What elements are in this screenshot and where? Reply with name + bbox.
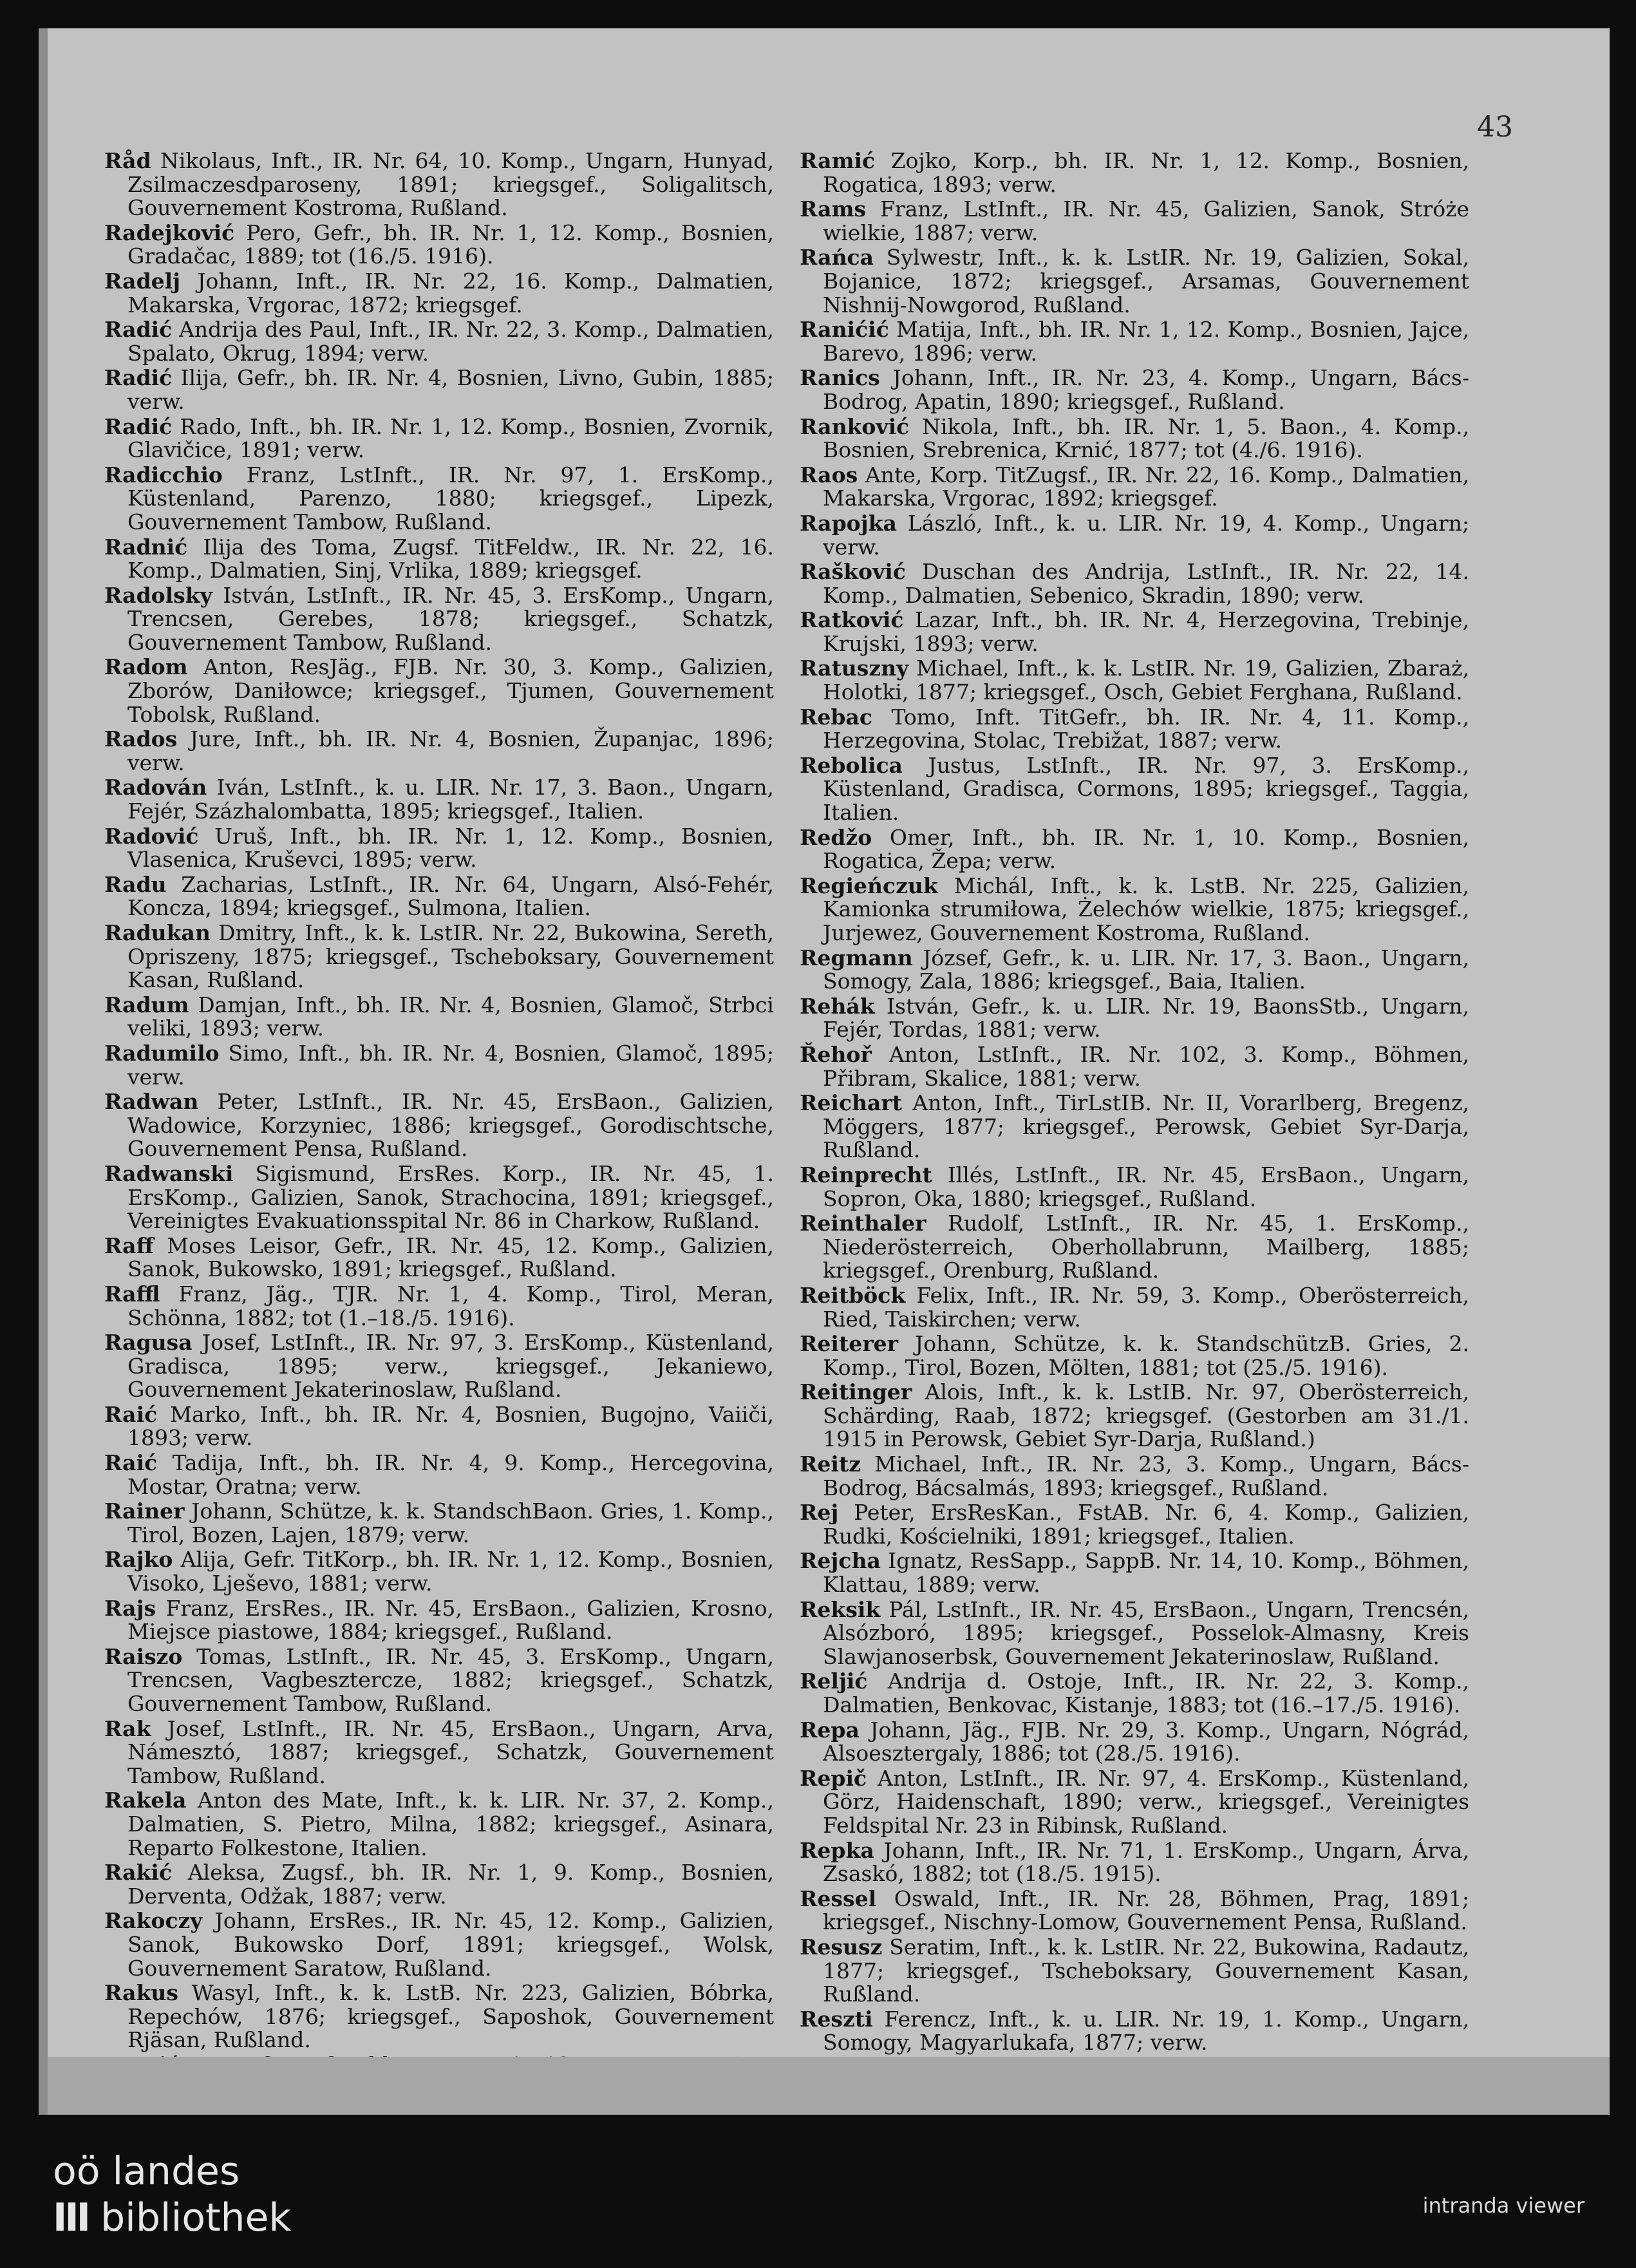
entry-surname: Ranković — [800, 413, 910, 439]
list-item — [800, 1767, 1469, 1838]
list-item — [104, 1500, 774, 1547]
list-item — [104, 366, 774, 413]
entry-surname: Rakić — [104, 1860, 173, 1885]
entry-surname: Řehoř — [800, 1041, 872, 1067]
entry-surname: Raff — [104, 1233, 154, 1258]
entry-details: Peter, LstInft., IR. Nr. 45, ErsBaon., Galizien, Wadowice, Korzyniec, 1886; kriegsgef., Gorodischtsche, Gouvernement Pensa, Rußland. — [127, 1089, 774, 1162]
entry-details: Marko, Inft., bh. IR. Nr. 4, Bosnien, Bugojno, Vaiiči, 1893; verw. — [127, 1401, 774, 1451]
list-item — [800, 754, 1469, 825]
list-item — [800, 1091, 1469, 1162]
list-item — [800, 512, 1469, 559]
list-item — [104, 994, 774, 1041]
entry-details: Michael, Inft., k. k. LstIR. Nr. 19, Galizien, Zbaraż, Holotki, 1877; kriegsgef., Osch, Gebiet Ferghana, Rußland. — [823, 656, 1469, 705]
entry-surname: Reitböck — [800, 1282, 906, 1308]
list-item — [104, 825, 774, 872]
logo-line-2: III bibliothek — [53, 2195, 292, 2240]
entry-surname: Ranićić — [800, 317, 889, 343]
entry-surname: Rados — [104, 726, 178, 752]
entry-surname: Reichart — [800, 1090, 903, 1116]
list-item — [800, 657, 1469, 704]
list-item — [104, 873, 774, 920]
list-item — [800, 874, 1469, 945]
list-item — [104, 728, 774, 775]
entry-surname: Ragusa — [104, 1330, 193, 1356]
entry-surname: Rebolica — [800, 752, 903, 778]
entry-details: Franz, LstInft., IR. Nr. 97, 1. ErsKomp., Küstenland, Parenzo, 1880; kriegsgef., Lipezk, Gouvernement Tambow, Rußland. — [127, 462, 774, 534]
list-item — [800, 1212, 1469, 1283]
entry-details: Josef, LstInft., IR. Nr. 45, ErsBaon., Ungarn, Arva, Námesztó, 1887; kriegsgef., Schatzk, Gouvernement Tambow, Rußland. — [127, 1715, 774, 1788]
list-item — [104, 1717, 774, 1788]
document-page — [39, 28, 1610, 2115]
list-item — [800, 464, 1469, 511]
list-item — [104, 318, 774, 365]
entry-details: Tomas, LstInft., IR. Nr. 45, 3. ErsKomp., Ungarn, Trencsen, Vagbeszterczе, 1882; kriegsgef., Schatzk, Gouvernement Tambow, Rußland. — [127, 1643, 774, 1716]
entry-details: Tomo, Inft. TitGefr., bh. IR. Nr. 4, 11. Komp., Herzegovina, Stolac, Trebižat, 1887; verw. — [823, 704, 1469, 753]
entry-details: Moses Leisor, Gefr., IR. Nr. 45, 12. Komp., Galizien, Sanok, Bukowsko, 1891; kriegsgef., Rußland. — [127, 1233, 774, 1282]
entry-surname: Raić — [104, 1401, 158, 1427]
entry-surname: Rainer — [104, 1498, 185, 1524]
entry-details: Jure, Inft., bh. IR. Nr. 4, Bosnien, Županjac, 1896; verw. — [127, 726, 774, 775]
entry-surname: Rams — [800, 196, 867, 222]
list-item — [800, 706, 1469, 753]
entry-surname: Radován — [104, 775, 207, 800]
entry-details: Michael, Inft., IR. Nr. 23, 3. Komp., Ungarn, Bács-Bodrog, Bácsalmás, 1893; kriegsgef., Rußland. — [823, 1451, 1469, 1500]
entry-details: Franz, Jäg., TJR. Nr. 1, 4. Komp., Tirol, Meran, Schönna, 1882; tot (1.–18./5. 1916). — [127, 1281, 774, 1330]
list-item — [800, 2008, 1469, 2055]
list-item — [104, 149, 774, 220]
entry-surname: Raiszo — [104, 1643, 183, 1669]
list-item — [800, 1501, 1469, 1548]
entry-surname: Rehák — [800, 993, 875, 1019]
list-item — [800, 609, 1469, 656]
entry-surname: Radwan — [104, 1089, 199, 1115]
entry-surname: Radukan — [104, 920, 211, 945]
entry-details: Josef, LstInft., IR. Nr. 97, 3. ErsKomp., Küstenland, Gradisca, 1895; verw., kriegsgef., Jekaniewo, Gouvernement Jekaterinoslaw, Rußland. — [127, 1330, 775, 1403]
entry-surname: Rańca — [800, 245, 874, 270]
list-item — [800, 1670, 1469, 1717]
viewer-label: intranda viewer — [1422, 2193, 1584, 2218]
list-item — [104, 1548, 774, 1595]
entry-surname: Rak — [104, 1715, 151, 1741]
list-item — [104, 1331, 774, 1402]
list-item — [104, 1789, 774, 1860]
entry-details: Iván, LstInft., k. u. LIR. Nr. 17, 3. Baon., Ungarn, Fejér, Százhalombatta, 1895; kriegsgef., Italien. — [127, 775, 774, 824]
entry-details: Matija, Inft., bh. IR. Nr. 1, 12. Komp., Bosnien, Jajce, Barevo, 1896; verw. — [823, 317, 1469, 366]
list-item — [104, 270, 774, 317]
entry-details: Anton, Inft., TirLstIB. Nr. II, Vorarlberg, Bregenz, Möggers, 1877; kriegsgef., Perowsk, Gebiet Syr-Darja, Rußland. — [823, 1090, 1469, 1163]
list-item — [800, 1332, 1469, 1379]
entry-details: Omer, Inft., bh. IR. Nr. 1, 10. Komp., Bosnien, Rogatica, Žepa; verw. — [823, 824, 1469, 874]
entry-details: László, Inft., k. u. LIR. Nr. 19, 4. Komp., Ungarn; verw. — [823, 510, 1469, 560]
list-item — [800, 1284, 1469, 1331]
list-item — [104, 1981, 774, 2052]
entry-details: Justus, LstInft., IR. Nr. 97, 3. ErsKomp., Küstenland, Gradisca, Cormons, 1895; kriegsgef., Taggia, Italien. — [823, 752, 1469, 826]
entry-details: István, Gefr., k. u. LIR. Nr. 19, BaonsStb., Ungarn, Fejér, Tordas, 1881; verw. — [823, 993, 1469, 1043]
entry-details: Alija, Gefr. TitKorp., bh. IR. Nr. 1, 12. Komp., Bosnien, Visoko, Lješevo, 1881; verw. — [127, 1547, 774, 1596]
entry-surname: Radwanski — [104, 1160, 234, 1186]
entry-details: Johann, ErsRes., IR. Nr. 45, 12. Komp., Galizien, Sanok, Bukowsko Dorf, 1891; kriegsgef., Wolsk, Gouvernement Saratow, Rußland. — [127, 1908, 774, 1981]
list-item — [800, 995, 1469, 1042]
entry-surname: Rajko — [104, 1547, 173, 1573]
entry-surname: Repič — [800, 1765, 867, 1791]
entry-details: Johann, Inft., IR. Nr. 71, 1. ErsKomp., Ungarn, Árva, Zsaskó, 1882; tot (18./5. 1915). — [823, 1837, 1469, 1887]
list-item — [104, 656, 774, 726]
entry-surname: Raos — [800, 462, 858, 487]
entry-details: Anton, LstInft., IR. Nr. 97, 4. ErsKomp., Küstenland, Görz, Haidenschaft, 1890; verw., kriegsgef., Vereinigtes Feldspital Nr. 23 in Ribinsk, Rußland. — [823, 1765, 1469, 1838]
entry-details: Pál, LstInft., IR. Nr. 45, ErsBaon., Ungarn, Trencsén, Alsózboró, 1895; kriegsgef., Posselok-Almasny, Kreis Slawjanoserbsk, Gouvernement Jekaterinoslaw, Rußland. — [823, 1596, 1469, 1669]
entry-details: István, LstInft., IR. Nr. 45, 3. ErsKomp., Ungarn, Trencsen, Gerebes, 1878; kriegsgef., Schatzk, Gouvernement Tambow, Rußland. — [127, 582, 774, 655]
entry-details: Rado, Inft., bh. IR. Nr. 1, 12. Komp., Bosnien, Zvornik, Glavičice, 1891; verw. — [127, 413, 774, 463]
list-item — [104, 1283, 774, 1330]
list-item — [104, 415, 774, 462]
entry-surname: Repka — [800, 1837, 874, 1863]
list-item — [104, 1042, 774, 1089]
entry-details: Ilija, Gefr., bh. IR. Nr. 4, Bosnien, Livno, Gubin, 1885; verw. — [127, 365, 774, 414]
entry-details: Lazar, Inft., bh. IR. Nr. 4, Herzegovina, Trebinje, Krujski, 1893; verw. — [823, 607, 1469, 656]
entry-details: Johann, Inft., IR. Nr. 22, 16. Komp., Dalmatien, Makarska, Vrgorac, 1872; kriegsgef. — [127, 268, 774, 317]
entry-details: Wasyl, Inft., k. k. LstB. Nr. 223, Galizien, Bóbrka, Repechów, 1876; kriegsgef., Saposhok, Gouvernement Rjäsan, Rußland. — [127, 1980, 774, 2053]
entry-details: Zacharias, LstInft., IR. Nr. 64, Ungarn, Alsó-Fehér, Koncza, 1894; kriegsgef., Sulmona, Italien. — [127, 871, 774, 921]
entry-surname: Rejcha — [800, 1548, 881, 1574]
entry-details: Alois, Inft., k. k. LstIB. Nr. 97, Oberösterreich, Schärding, Raab, 1872; kriegsgef. (Gestorben am 31./1. 1915 in Perowsk, Gebiet Syr-Darja, Rußland.) — [823, 1379, 1469, 1452]
page-number: 43 — [1477, 111, 1513, 144]
list-item — [800, 1164, 1469, 1211]
entry-surname: Radicchio — [104, 462, 223, 487]
entry-details: Nikolaus, Inft., IR. Nr. 64, 10. Komp., Ungarn, Hunyad, Zsilmaczesdparoseny, 1891; kriegsgef., Soligalitsch, Gouvernement Kostroma, Rußland. — [127, 148, 774, 221]
entry-surname: Radu — [104, 871, 167, 897]
list-item — [800, 1453, 1469, 1500]
entry-details: Sylwestr, Inft., k. k. LstIR. Nr. 19, Galizien, Sokal, Bojanice, 1872; kriegsgef., Arsamas, Gouvernement Nishnij-Nowgorod, Rußland. — [823, 245, 1469, 317]
entry-details: Ilija des Toma, Zugsf. TitFeldw., IR. Nr. 22, 16. Komp., Dalmatien, Sinj, Vrlika, 1889; kriegsgef. — [127, 534, 774, 583]
list-item — [104, 1909, 774, 1980]
entry-details: Tadija, Inft., bh. IR. Nr. 4, 9. Komp., Hercegovina, Mostar, Oratna; verw. — [127, 1450, 774, 1499]
list-item — [800, 246, 1469, 317]
entry-surname: Repa — [800, 1717, 860, 1743]
entry-details: Ante, Korp. TitZugsf., IR. Nr. 22, 16. Komp., Dalmatien, Makarska, Vrgorac, 1892; kriegsgef. — [823, 462, 1469, 511]
list-item — [800, 1719, 1469, 1766]
entry-surname: Reitz — [800, 1451, 861, 1477]
entry-surname: Rapojka — [800, 510, 897, 536]
list-item — [104, 222, 774, 269]
entry-details: Damjan, Inft., bh. IR. Nr. 4, Bosnien, Glamoč, Strbci veliki, 1893; verw. — [127, 992, 774, 1041]
entry-surname: Reszti — [800, 2006, 873, 2032]
entry-surname: Raffl — [104, 1281, 160, 1307]
entry-details: Johann, Jäg., FJB. Nr. 29, 3. Komp., Ungarn, Nógrád, Alsoesztergaly, 1886; tot (28./5. 1916). — [823, 1717, 1470, 1766]
entry-surname: Radić — [104, 413, 173, 439]
list-item — [800, 198, 1469, 245]
entry-surname: Radum — [104, 992, 189, 1017]
entry-details: Peter, ErsResKan., FstAB. Nr. 6, 4. Komp., Galizien, Rudki, Kościelniki, 1891; kriegsgef., Italien. — [823, 1500, 1469, 1549]
entry-details: Michál, Inft., k. k. LstB. Nr. 225, Galizien, Kamionka strumiłowa, Żelechów wielkie, 1875; kriegsgef., Jurjewez, Gouvernement Kostroma, Rußland. — [823, 873, 1469, 945]
list-item — [104, 584, 774, 655]
entry-details: Anton, LstInft., IR. Nr. 102, 3. Komp., Böhmen, Přibram, Skalice, 1881; verw. — [823, 1041, 1469, 1091]
list-item — [800, 947, 1469, 994]
entry-surname: Ressel — [800, 1885, 877, 1911]
entry-surname: Reinthaler — [800, 1211, 926, 1236]
entry-surname: Raić — [104, 1450, 158, 1476]
entry-surname: Rej — [800, 1500, 839, 1526]
entry-surname: Råd — [104, 148, 151, 173]
entry-surname: Radumilo — [104, 1040, 220, 1066]
entry-details: Illés, LstInft., IR. Nr. 45, ErsBaon., Ungarn, Sopron, Oka, 1880; kriegsgef., Rußland. — [823, 1162, 1469, 1211]
entry-surname: Radović — [104, 823, 199, 849]
list-item — [800, 1381, 1469, 1451]
entry-surname: Reljić — [800, 1668, 868, 1694]
entry-surname: Radejković — [104, 220, 235, 245]
list-item — [800, 1936, 1469, 2007]
left-column — [104, 149, 774, 2102]
entry-details: Franz, ErsRes., IR. Nr. 45, ErsBaon., Galizien, Krosno, Miejsce piastowe, 1884; kriegsgef., Rußland. — [127, 1595, 774, 1645]
list-item — [800, 415, 1469, 462]
entry-surname: Radom — [104, 654, 188, 680]
entry-details: Ferencz, Inft., k. u. LIR. Nr. 19, 1. Komp., Ungarn, Somogy, Magyarlukafa, 1877; verw. — [823, 2006, 1469, 2055]
list-item — [800, 1839, 1469, 1886]
list-item — [104, 921, 774, 992]
list-item — [104, 1162, 774, 1233]
entry-details: Anton, ResJäg., FJB. Nr. 30, 3. Komp., Galizien, Zborów, Daniłowce; kriegsgef., Tjumen, Gouvernement Tobolsk, Rußland. — [127, 654, 774, 727]
list-item — [104, 1234, 774, 1281]
entry-details: Nikola, Inft., bh. IR. Nr. 1, 5. Baon., 4. Komp., Bosnien, Srebrenica, Krnić, 1877; tot (4./6. 1916). — [823, 413, 1469, 463]
list-item — [800, 826, 1469, 873]
entry-surname: Reinprecht — [800, 1162, 932, 1187]
logo-line-2-text: bibliothek — [100, 2195, 292, 2240]
library-logo — [53, 2148, 291, 2241]
entry-surname: Radić — [104, 365, 173, 391]
entry-details: Duschan des Andrija, LstInft., IR. Nr. 22, 14. Komp., Dalmatien, Sebenico, Skradin, 1890; verw. — [823, 559, 1469, 608]
list-item — [800, 149, 1469, 196]
list-item — [104, 536, 774, 583]
entry-surname: Rakela — [104, 1788, 187, 1813]
entry-details: Pero, Gefr., bh. IR. Nr. 1, 12. Komp., Bosnien, Gradačac, 1889; tot (16./5. 1916). — [127, 220, 774, 269]
entry-surname: Rašković — [800, 559, 906, 585]
entry-details: Johann, Schütze, k. k. StandschBaon. Gries, 1. Komp., Tirol, Bozen, Lajen, 1879; verw. — [127, 1498, 774, 1547]
entry-surname: Redžo — [800, 824, 872, 850]
entry-surname: Regmann — [800, 945, 913, 970]
list-item — [800, 1549, 1469, 1596]
entry-details: Johann, Schütze, k. k. StandschützB. Gries, 2. Komp., Tirol, Bozen, Mölten, 1881; tot (25./5. 1916). — [823, 1331, 1469, 1380]
entry-surname: Rajs — [104, 1595, 156, 1621]
list-item — [800, 1598, 1469, 1669]
list-item — [104, 776, 774, 823]
list-item — [104, 1403, 774, 1450]
entry-surname: Resusz — [800, 1934, 883, 1960]
list-item — [800, 560, 1469, 607]
entry-surname: Regieńczuk — [800, 873, 938, 898]
entry-surname: Radić — [104, 317, 173, 343]
list-item — [800, 366, 1469, 413]
entry-surname: Reksik — [800, 1596, 881, 1622]
entry-details: Anton des Mate, Inft., k. k. LIR. Nr. 37, 2. Komp., Dalmatien, S. Pietro, Milna, 1882; kriegsgef., Asinara, Reparto Folkestone, Italien. — [127, 1788, 774, 1860]
entry-surname: Ramić — [800, 148, 876, 173]
entry-surname: Rakus — [104, 1980, 179, 2006]
list-item — [104, 464, 774, 534]
entry-details: Sigismund, ErsRes. Korp., IR. Nr. 45, 1. ErsKomp., Galizien, Sanok, Strachocina, 1891; kriegsgef., Vereinigtes Evakuationsspital Nr. 86 in Charkow, Rußland. — [127, 1160, 774, 1234]
entry-details: Uruš, Inft., bh. IR. Nr. 1, 12. Komp., Bosnien, Vlasenica, Kruševci, 1895; verw. — [127, 823, 775, 873]
entry-details: Johann, Inft., IR. Nr. 23, 4. Komp., Ungarn, Bács-Bodrog, Apatin, 1890; kriegsgef., Rußland. — [823, 365, 1469, 414]
entry-surname: Ranics — [800, 365, 880, 391]
right-column — [800, 149, 1469, 2115]
list-item — [104, 1090, 774, 1161]
entry-details: József, Gefr., k. u. LIR. Nr. 17, 3. Baon., Ungarn, Somogy, Zala, 1886; kriegsgef., Baia, Italien. — [823, 945, 1469, 994]
entry-surname: Radelj — [104, 268, 181, 294]
entry-details: Felix, Inft., IR. Nr. 59, 3. Komp., Oberösterreich, Ried, Taiskirchen; verw. — [823, 1282, 1469, 1332]
entry-details: Andrija des Paul, Inft., IR. Nr. 22, 3. Komp., Dalmatien, Spalato, Okrug, 1894; verw. — [127, 317, 774, 366]
page-bottom-edge — [48, 2057, 1610, 2115]
entry-details: Seratim, Inft., k. k. LstIR. Nr. 22, Bukowina, Radautz, 1877; kriegsgef., Tscheboksary, Gouvernement Kasan, Rußland. — [823, 1934, 1469, 2007]
entry-surname: Ratuszny — [800, 656, 909, 681]
entry-details: Rudolf, LstInft., IR. Nr. 45, 1. ErsKomp., Niederösterreich, Oberhollabrunn, Mailberg, 1885; kriegsgef., Orenburg, Rußland. — [823, 1211, 1469, 1283]
entry-details: Ignatz, ResSapp., SappB. Nr. 14, 10. Komp., Böhmen, Klattau, 1889; verw. — [823, 1548, 1470, 1598]
list-item — [104, 1861, 774, 1908]
entry-surname: Rakoczy — [104, 1908, 203, 1934]
entry-details: Franz, LstInft., IR. Nr. 45, Galizien, Sanok, Stróże wielkie, 1887; verw. — [823, 196, 1469, 245]
entry-details: Zojko, Korp., bh. IR. Nr. 1, 12. Komp., Bosnien, Rogatica, 1893; verw. — [823, 148, 1470, 197]
list-item — [104, 1451, 774, 1498]
entry-details: Simo, Inft., bh. IR. Nr. 4, Bosnien, Glamoč, 1895; verw. — [127, 1040, 774, 1090]
entry-details: Andrija d. Ostoje, Inft., IR. Nr. 22, 3. Komp., Dalmatien, Benkovac, Kistanje, 1883; tot (16.–17./5. 1916). — [823, 1668, 1469, 1717]
entry-details: Oswald, Inft., IR. Nr. 28, Böhmen, Prag, 1891; kriegsgef., Nischny-Lomow, Gouvernement Pensa, Rußland. — [823, 1885, 1470, 1935]
entry-surname: Radnić — [104, 534, 188, 560]
entry-details: Dmitry, Inft., k. k. LstIR. Nr. 22, Bukowina, Sereth, Opriszeny, 1875; kriegsgef., Tscheboksary, Gouvernement Kasan, Rußland. — [127, 920, 774, 993]
entry-surname: Reitinger — [800, 1379, 912, 1405]
list-item — [800, 318, 1469, 365]
list-item — [800, 1043, 1469, 1090]
entry-surname: Reiterer — [800, 1331, 898, 1357]
entry-surname: Ratković — [800, 607, 904, 633]
list-item — [104, 1597, 774, 1644]
entry-details: Aleksa, Zugsf., bh. IR. Nr. 1, 9. Komp., Bosnien, Derventa, Odžak, 1887; verw. — [127, 1860, 775, 1909]
entry-surname: Rebac — [800, 704, 872, 730]
list-item — [800, 1887, 1469, 1934]
entry-surname: Radolsky — [104, 582, 212, 608]
list-item — [104, 1645, 774, 1716]
logo-line-1: oö landes — [53, 2149, 240, 2194]
